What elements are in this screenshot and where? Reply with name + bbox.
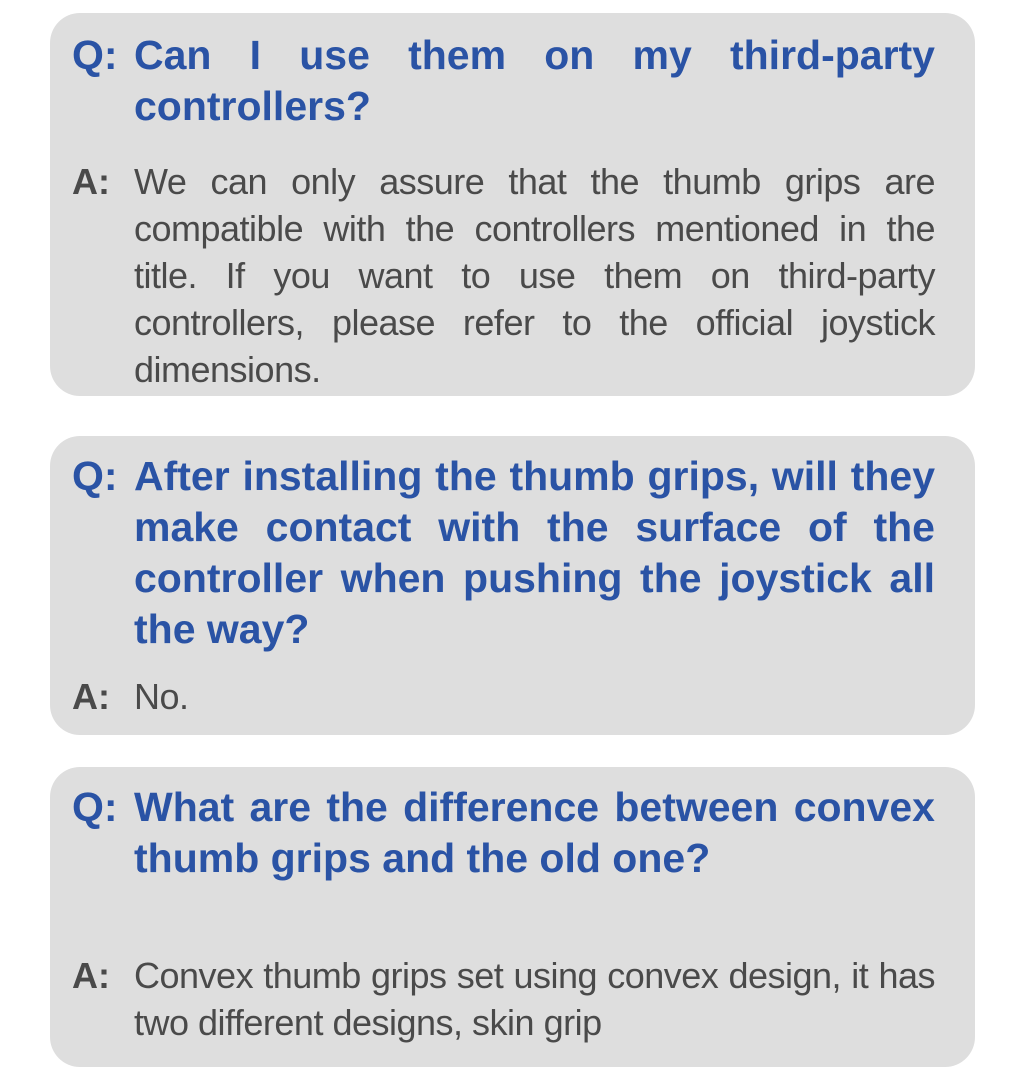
question-row xyxy=(72,30,935,132)
question-text: Can I use them on my third-party controllers? xyxy=(134,32,935,129)
answer-text: No. xyxy=(134,676,189,717)
answer-row xyxy=(72,673,935,720)
faq-card xyxy=(50,767,975,1067)
answer-text: We can only assure that the thumb grips are compatible with the controllers mentioned in the title. If you want to use them on third-party controllers, please refer to the official joystick dimensions. xyxy=(134,161,935,390)
faq-card xyxy=(50,436,975,735)
question-prefix: Q: xyxy=(72,453,118,499)
answer-prefix: A: xyxy=(72,955,110,996)
faq-card xyxy=(50,13,975,396)
answer-prefix: A: xyxy=(72,161,110,202)
question-text: After installing the thumb grips, will they make contact with the surface of the controller when pushing the joystick all the way? xyxy=(134,453,935,652)
question-prefix: Q: xyxy=(72,784,118,830)
answer-prefix: A: xyxy=(72,676,110,717)
question-row xyxy=(72,451,935,655)
question-prefix: Q: xyxy=(72,32,118,78)
answer-row xyxy=(72,158,935,393)
question-text: What are the difference between convex thumb grips and the old one? xyxy=(134,784,935,881)
question-row xyxy=(72,782,935,884)
answer-text: Convex thumb grips set using convex design, it has two different designs, skin grip xyxy=(134,955,935,1043)
answer-row xyxy=(72,952,935,1046)
